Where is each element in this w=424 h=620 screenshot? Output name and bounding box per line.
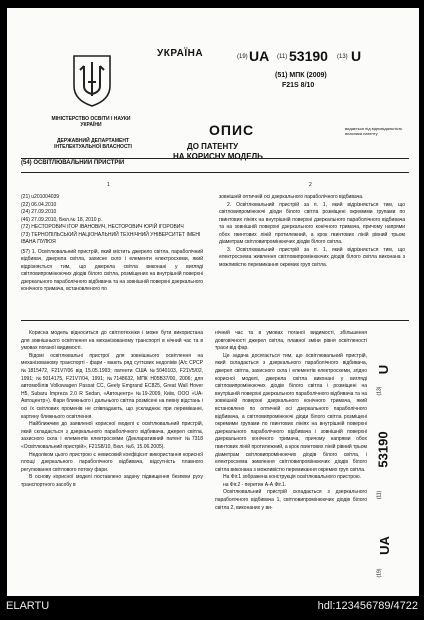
- side-code13: (13): [376, 386, 383, 396]
- responsibility-note: видається під відповідальність власника патенту: [345, 126, 403, 136]
- claim-1: (57) 1. Освітлювальний пристрій, який містить джерело світла, параболічний відбивач, джерела світла, захисне скло і елементи електросхеми, який відрізняється тим, що джерела світла виконані у вигляді світловипромінюючих діодів білого світла, розміщених на внутрішній поверхні дзеркального параболічного відбивача та на зовнішній поверхні дзеркального конічного тримача, встановленого по: [21, 248, 203, 292]
- document-subtitle-2: НА КОРИСНУ МОДЕЛЬ: [173, 152, 263, 161]
- biblio-line: (72) НЕСТОРОВИЧ ІГОР ІВАНОВИЧ, НЕСТОРОВИЧ ЮРІЙ ІГОРОВИЧ: [21, 224, 184, 230]
- biblio-line: (73) ТЕРНОПІЛЬСЬКИЙ НАЦІОНАЛЬНИЙ ТЕХНІЧНИЙ УНІВЕРСИТЕТ ІМЕНІ ІВАНА ПУЛЮЯ: [21, 231, 201, 245]
- country-code: UA: [249, 48, 270, 64]
- column-number-2: 2: [309, 182, 312, 188]
- description-column-right: [215, 330, 367, 512]
- side-country: UA: [376, 536, 392, 555]
- claims-column-2: [219, 194, 405, 269]
- paragraph: Недоліком цього пристрою є невисокий коефіцієнт використання корисної площі дзеркального параболічного відбивача, відсутність плавного регулювання світлового потоку фари.: [21, 451, 203, 473]
- patent-number: 53190: [289, 48, 328, 64]
- column-number-1: 1: [107, 182, 110, 188]
- biblio-line: (46) 27.09.2010, Бюл.№ 18, 2010 р.: [21, 216, 103, 223]
- invention-title: (54) ОСВІТЛЮВАЛЬНИЙ ПРИСТРІЙ: [21, 160, 125, 166]
- side-code11: (11): [376, 490, 383, 500]
- paragraph: нічний час та в умовах поганої видимості, збільшення довговічності джерел світла, плавної зміни рівня освітленості траси від фар.: [215, 330, 367, 352]
- paragraph: Це задача досягається тим, що освітлювальний пристрій, який складається з дзеркального параболічного відбивача, джерел світла, захисного скла і елементів електросхеми, згідно корисної моделі, джерела світла виконані у вигляді світловипромінюючих діодів білого світла і розміщені на внутрішній поверхні дзеркального параболічного відбивача та на зовнішній поверхні дзеркального конічного тримача, який встановлено по оптичній осі дзеркального параболічного відбивача, а світловипромінюючі діоди білого світла розміщені окремими групами по гвинтових лініях на внутрішній поверхні дзеркального параболічного відбивача і зовнішній поверхні дзеркального конічного тримача, причому напрями обох гвинтових ліній протилежний, а крок гвинтових ліній рівний трьом діаметрам світловипромінюючих діодів білого світла, і електросхема живлення світловипромінюючих діодів білого світла виконана з можливістю перемикання окремих груп світла.: [215, 352, 367, 473]
- paragraph: Відомі освітлювальні пристрої для зовнішнього освітлення на механізованому транспорті - фари - мають ряд суттєвих недоліків (А/с СРСР №1815472, F21V7/06 від 15.05.1993; патенти США №5040103, F21V5/02, 1991; №5014175, F21V7/04, 1991; №7148632, МПК H05B37/00, 2006; для автомобілів Volkswagen Passat CC, Geely Emgrand EC825, Great Wall Hover H5, Subaru Impreza 2.0 R Sedan, «Автоцентр» №19-2009, Київ, ООО «UA-Автоцентр»). Фари ближнього і дальнього світла розмісені на певну відстань і осі їх світлових променів не співпадають, що ускладнює при переміканні, картину ближнього освітлення.: [21, 352, 203, 420]
- code13-label: (13): [337, 54, 348, 60]
- ministry-name: МІНІСТЕРСТВО ОСВІТИ І НАУКИ УКРАЇНИ: [51, 116, 131, 128]
- claim-3: 3. Освітлювальний пристрій за п. 1, який відрізняється тим, що електросхема живлення світловипромінюючих діодів білого світла виконана з можливістю перемикання окремих груп світла.: [219, 246, 405, 268]
- code11-label: (11): [277, 54, 288, 60]
- paragraph: На Фіг.1 зображена конструкція освітлювального пристрою.: [223, 474, 362, 481]
- ipc-header: (51) МПК (2009): [275, 72, 327, 79]
- divider-top: [21, 158, 409, 159]
- document-subtitle-1: ДО ПАТЕНТУ: [187, 142, 239, 151]
- divider-title: [21, 172, 409, 173]
- paragraph: Найближчим до заявленої корисної моделі є освітлювальний пристрій, який складається з дзеркального параболічного відбивача, джерел світла, захисного скла і елементів електросхеми (Декларативний патент №7318 «Освітлювальний пристрій», F21S8/10, Бюл. №6, 15.06.2005).: [21, 421, 203, 450]
- biblio-line: (21) u201004039: [21, 194, 60, 200]
- divider-body: [21, 320, 409, 321]
- side-number: 53190: [375, 431, 391, 468]
- side-kind: U: [376, 364, 392, 375]
- ipc-class: F21S 8/10: [282, 82, 315, 89]
- paragraph: Освітлювальний пристрій складається з дзеркального параболічного відбивача 1, світловипромінюючих діодів білого світла 2, виконаних у ви-: [215, 489, 367, 511]
- patent-page: [7, 8, 419, 596]
- biblio-line: (22) 06.04.2010: [21, 201, 57, 208]
- code19-label: (19): [237, 54, 248, 60]
- document-title: ОПИС: [209, 122, 255, 138]
- country-label: УКРАЇНА: [157, 48, 204, 59]
- description-column-left: [21, 330, 203, 489]
- side-patent-code: [369, 328, 413, 596]
- footer-handle: hdl:123456789/4722: [317, 600, 418, 612]
- paragraph: Корисна модель відноситься до світлотехніки і може бути використана для зовнішнього освітлення на механізованому транспорті в нічний час та в умовах поганої видимості.: [21, 330, 203, 352]
- side-code19: (19): [376, 568, 383, 578]
- kind-code: U: [351, 48, 362, 64]
- footer-source: ELARTU: [6, 600, 50, 612]
- trident-emblem-icon: [64, 52, 120, 108]
- claim-2: 2. Освітлювальний пристрій за п. 1, який відрізняється тим, що світловипромінюючі діоди білого світла розміщені окремими групами по гвинтових лініях на внутрішній поверхні дзеркального параболічного відбивача та на зовнішній поверхні дзеркального конічного тримача, причому напрями обох гвинтових ліній протилежний, а крок гвинтових ліній рівний трьом діаметрам світловипромінюючих діодів білого світла.: [219, 201, 405, 245]
- paragraph: на Фіг.2 - перетин А-А Фіг.1.: [223, 481, 287, 488]
- bibliographic-data: [21, 194, 203, 294]
- claim-text: зовнішній оптичній осі дзеркального параболічного відбивача.: [219, 194, 364, 200]
- paragraph: В основу корисної моделі поставлено задачу підвищення безпеки руху транспортного засобу в: [21, 474, 203, 488]
- biblio-line: (24) 27.09.2010: [21, 209, 57, 215]
- department-name: ДЕРЖАВНИЙ ДЕПАРТАМЕНТ ІНТЕЛЕКТУАЛЬНОЇ ВЛАСНОСТІ: [54, 138, 132, 150]
